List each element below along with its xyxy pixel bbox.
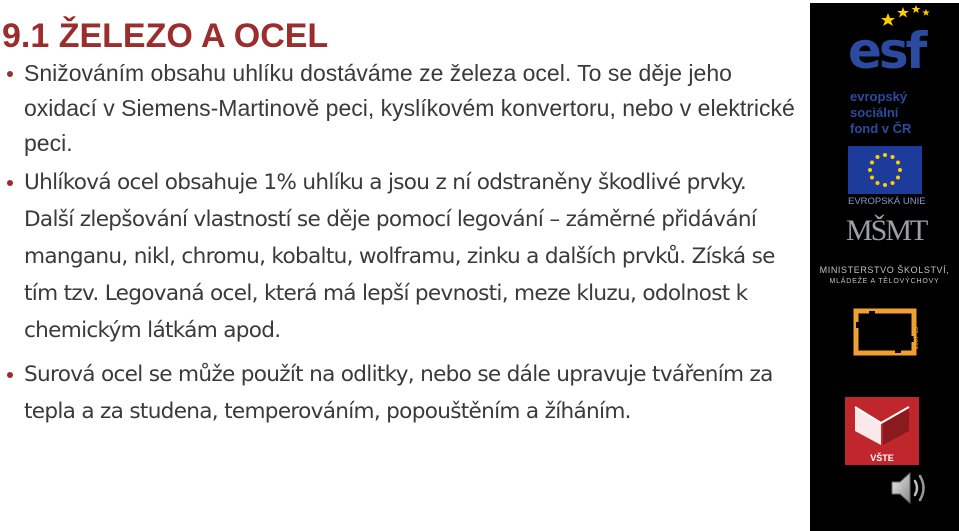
- eu-flag-icon: [848, 146, 922, 194]
- ministry-caption: MINISTERSTVO ŠKOLSTVÍ, MLÁDEŽE A TĚLOVÝCHOVY: [819, 265, 950, 285]
- bullet-item: Snižováním obsahu uhlíku dostáváme ze železa ocel. To se děje jeho oxidací v Siemens-Martinově peci, kyslíkovém konvertoru, nebo v elektrické peci.: [0, 56, 800, 161]
- slide-title: 9.1 ŽELEZO A OCEL: [2, 17, 329, 55]
- speaker-icon[interactable]: [888, 468, 936, 508]
- vste-building-icon: [845, 397, 919, 453]
- op-logo: [850, 303, 920, 361]
- msmt-logo: MŠMT: [846, 214, 927, 247]
- esf-logo: [848, 3, 948, 143]
- vste-logo: [845, 397, 919, 465]
- bullet-item: Surová ocel se může použít na odlitky, nebo se dále upravuje tvářením za tepla a za studena, temperováním, popouštěním a žíháním.: [0, 356, 800, 430]
- esf-caption: evropský sociální fond v ČR: [850, 89, 912, 136]
- esf-mark: esf: [848, 22, 925, 80]
- bullet-item: Uhlíková ocel obsahuje 1% uhlíku a jsou z ní odstraněny škodlivé prvky. Další zlepšování vlastností se děje pomocí legování – záměrné přidávání manganu, nikl, chromu, kobaltu, wolframu, zinku a dalších prvků. Získá se tím tzv. Legovaná ocel, která má lepší pevnosti, meze kluzu, odolnost k chemickým látkám apod.: [0, 164, 800, 349]
- bullet-list: [0, 56, 800, 430]
- vste-label: VŠTE: [870, 453, 894, 463]
- eu-caption: EVROPSKÁ UNIE: [848, 196, 926, 207]
- op-years: 2007-13: [914, 326, 921, 350]
- logo-sidebar: [810, 3, 959, 531]
